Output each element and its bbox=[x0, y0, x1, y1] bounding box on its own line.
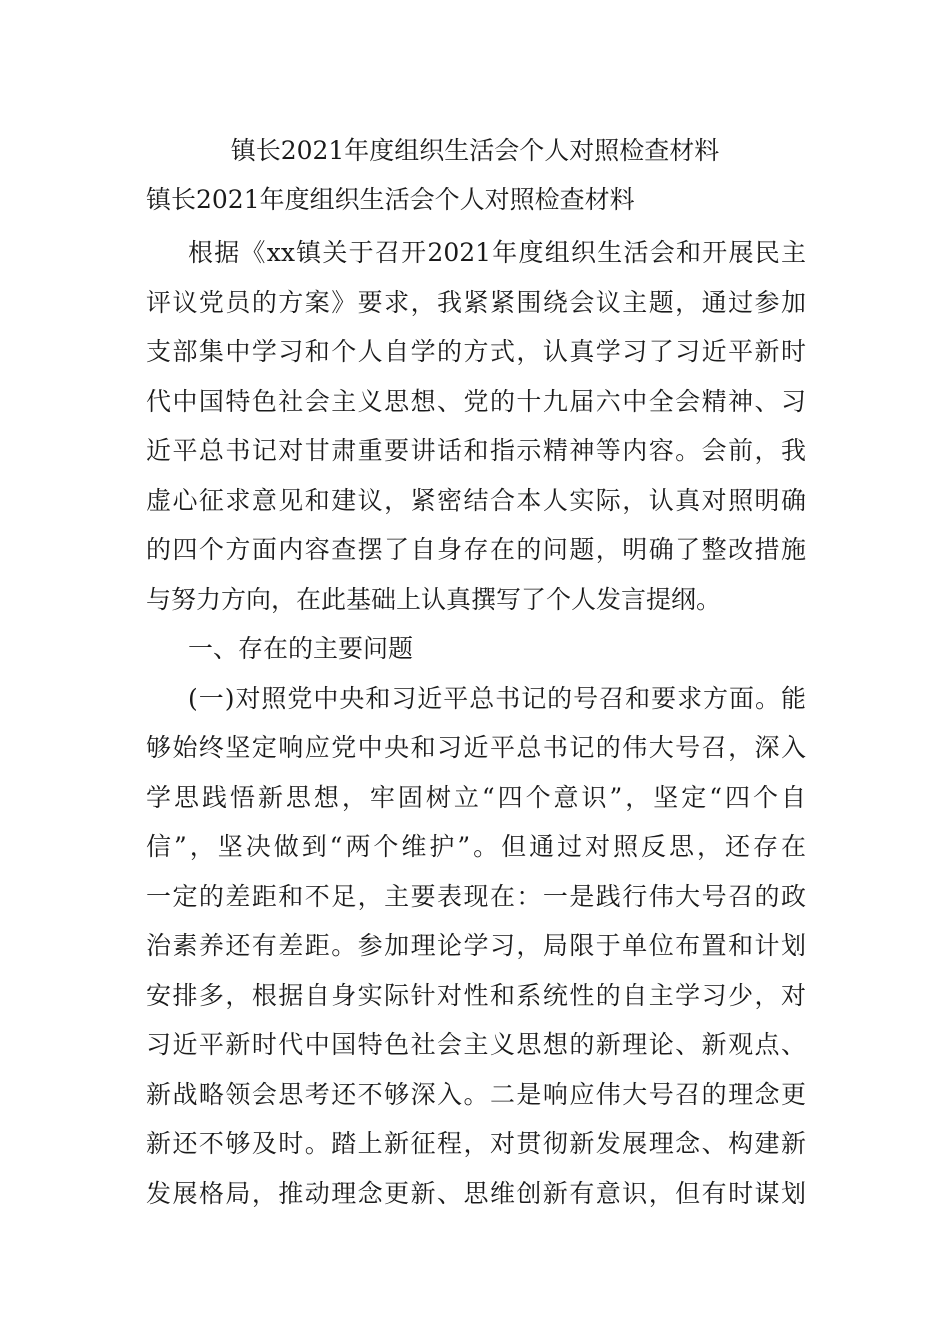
body-line: 学思践悟新思想，牢固树立“四个意识”，坚定“四个自 bbox=[146, 782, 806, 812]
document-body bbox=[146, 228, 806, 1218]
body-line: 评议党员的方案》要求，我紧紧围绕会议主题，通过参加 bbox=[146, 287, 806, 317]
body-line: 一定的差距和不足，主要表现在：一是践行伟大号召的政 bbox=[146, 881, 806, 911]
section-heading: 一、存在的主要问题 bbox=[188, 634, 414, 663]
body-line: 治素养还有差距。参加理论学习，局限于单位布置和计划 bbox=[146, 931, 806, 960]
body-line: 新战略领会思考还不够深入。二是响应伟大号召的理念更 bbox=[146, 1079, 806, 1109]
document-subtitle: 镇长2021年度组织生活会个人对照检查材料 bbox=[146, 185, 635, 214]
body-line: 信”，坚决做到“两个维护”。但通过对照反思，还存在 bbox=[146, 832, 806, 861]
body-line: 安排多，根据自身实际针对性和系统性的自主学习少，对 bbox=[146, 980, 806, 1010]
body-line: 与努力方向，在此基础上认真撰写了个人发言提纲。 bbox=[146, 584, 722, 614]
body-line: 代中国特色社会主义思想、党的十九届六中全会精神、习 bbox=[146, 386, 806, 416]
body-line: 根据《xx镇关于召开2021年度组织生活会和开展民主 bbox=[188, 238, 806, 267]
body-line: 新还不够及时。踏上新征程，对贯彻新发展理念、构建新 bbox=[146, 1129, 806, 1158]
body-line: 支部集中学习和个人自学的方式，认真学习了习近平新时 bbox=[146, 337, 806, 366]
body-line: 发展格局，推动理念更新、思维创新有意识，但有时谋划 bbox=[146, 1178, 806, 1208]
body-line: 够始终坚定响应党中央和习近平总书记的伟大号召，深入 bbox=[146, 733, 806, 762]
body-line: 虚心征求意见和建议，紧密结合本人实际，认真对照明确 bbox=[146, 485, 806, 515]
body-line: (一)对照党中央和习近平总书记的号召和要求方面。能 bbox=[188, 683, 806, 713]
document-title: 镇长2021年度组织生活会个人对照检查材料 bbox=[230, 136, 720, 165]
body-line: 近平总书记对甘肃重要讲话和指示精神等内容。会前，我 bbox=[146, 436, 806, 465]
body-line: 的四个方面内容查摆了自身存在的问题，明确了整改措施 bbox=[146, 535, 806, 564]
body-line: 习近平新时代中国特色社会主义思想的新理论、新观点、 bbox=[146, 1030, 806, 1059]
